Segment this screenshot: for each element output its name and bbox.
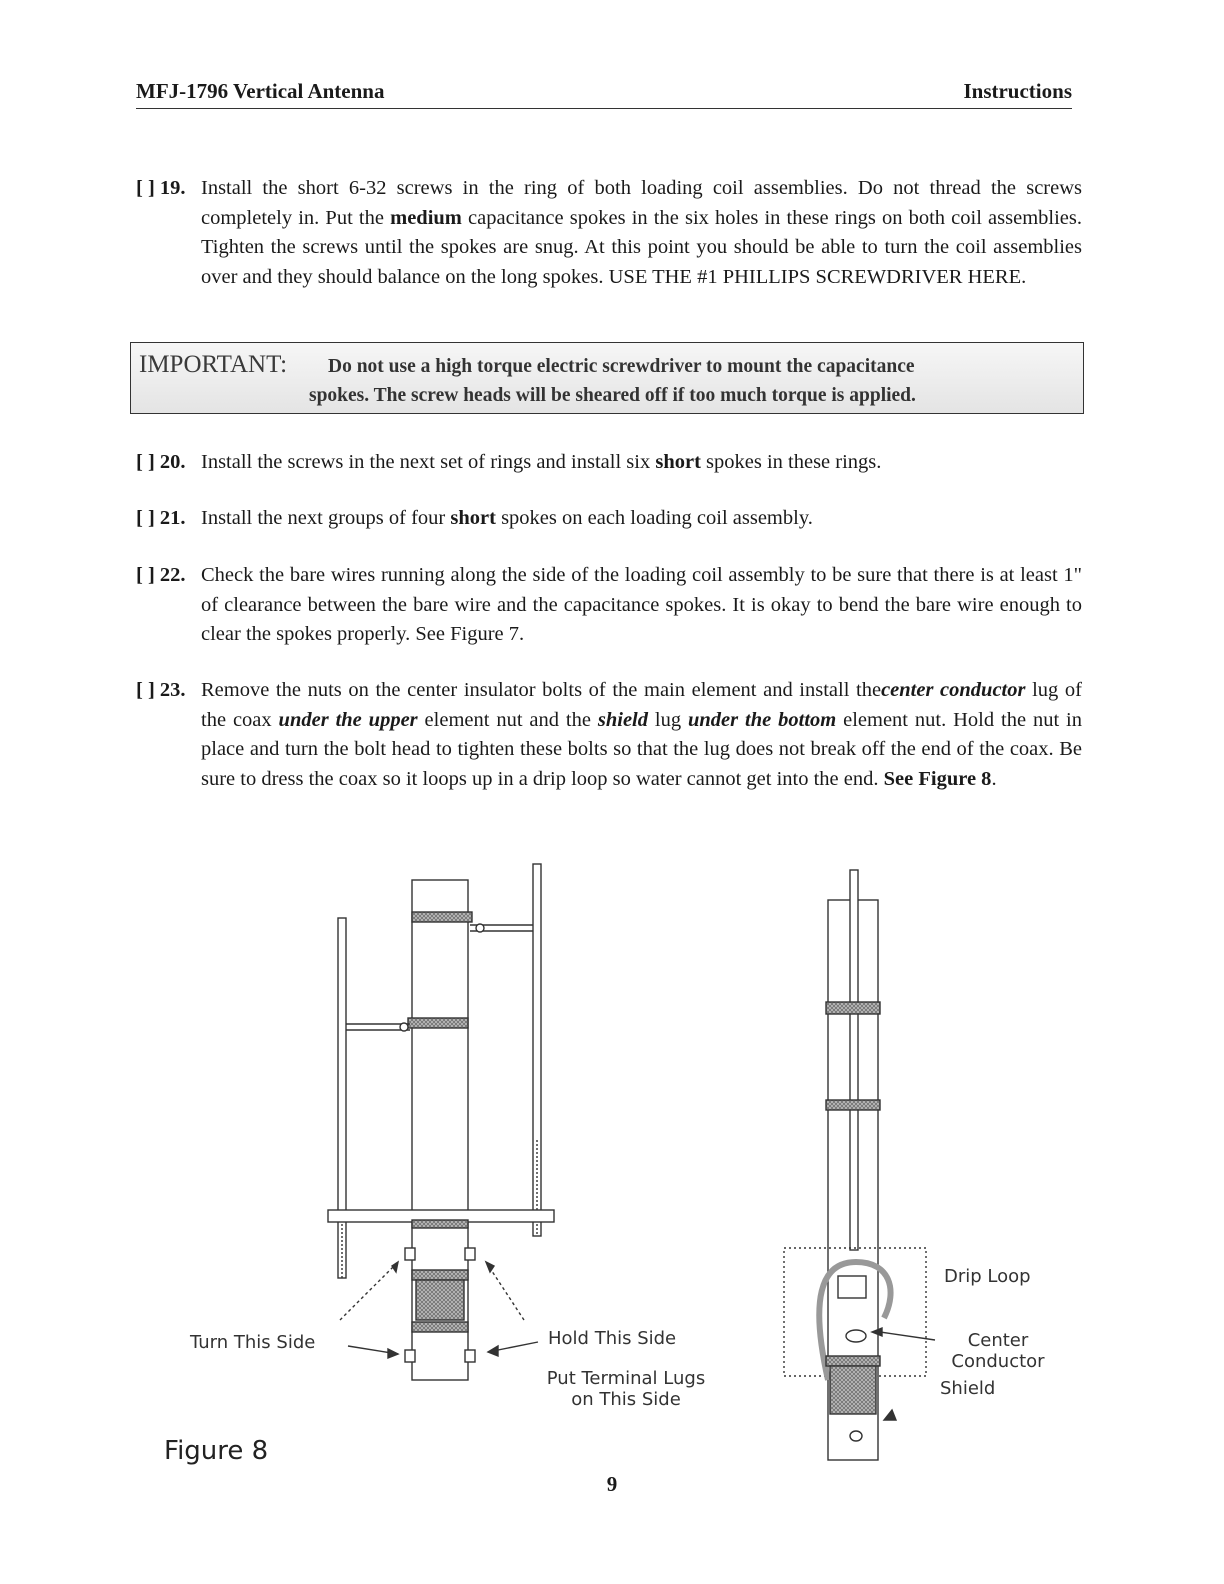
step-number: 20. — [159, 451, 186, 473]
center-conductor-label: Center Conductor — [951, 1330, 1045, 1372]
step-text: Install the screws in the next set of rings and install six short spokes in these rings. — [201, 451, 882, 473]
drip-loop-label: Drip Loop — [944, 1266, 1031, 1287]
step-number: 22. — [159, 564, 186, 586]
document-title: MFJ-1796 Vertical Antenna — [136, 79, 385, 103]
loading-coil — [416, 1280, 464, 1320]
upper-clamp — [412, 912, 472, 922]
checkbox[interactable]: [ ] — [136, 679, 155, 701]
checkbox[interactable]: [ ] — [136, 507, 155, 529]
middle-clamp — [408, 1018, 468, 1028]
step-number: 23. — [159, 679, 186, 701]
checkbox[interactable]: [ ] — [136, 564, 155, 586]
important-line-2: spokes. The screw heads will be sheared off if too much torque is applied. — [309, 385, 916, 406]
step-number: 21. — [159, 507, 186, 529]
step-text: Remove the nuts on the center insulator bolts of the main element and install thecenter conductor lug of the coax under the upper element nut and the shield lug under the bottom element nut. Hold the nut in place and turn the bolt head to tighten these bolts so that the lug does not break off the end of the coax. Be sure to dress the coax so it loops up in a drip loop so water cannot get into the end. See Figure 8. — [201, 679, 1082, 790]
turn-this-side-label: Turn This Side — [190, 1332, 316, 1353]
figure-caption: Figure 8 — [164, 1436, 269, 1466]
step-text: Install the short 6-32 screws in the ring of both loading coil assemblies. Do not thread the screws completely in. Put the medium capacitance spokes in the six holes in these rings on both coil assemblies. Tighten the screws until the spokes are snug. At this point you should be able to turn the coil assemblies over and they should balance on the long spokes. USE THE #1 PHILLIPS SCREWDRIVER HERE. — [201, 177, 1082, 288]
step-number: 19. — [159, 177, 186, 199]
important-label: IMPORTANT: — [139, 351, 288, 378]
shield-label: Shield — [940, 1378, 996, 1399]
side-view-rod — [850, 870, 858, 1250]
hold-this-side-label: Hold This Side — [548, 1328, 677, 1349]
side-coil — [830, 1366, 876, 1414]
put-lugs-label: Put Terminal Lugs on This Side — [546, 1368, 706, 1410]
page-number: 9 — [606, 1472, 618, 1496]
section-label: Instructions — [963, 79, 1072, 103]
step-text: Check the bare wires running along the side of the loading coil assembly to be sure that there is at least 1" of clearance between the bare wire and the capacitance spokes. It is okay to bend the bare wire enough to clear the spokes properly. See Figure 7. — [201, 564, 1082, 645]
checkbox[interactable]: [ ] — [136, 451, 155, 473]
checkbox[interactable]: [ ] — [136, 177, 155, 199]
step-text: Install the next groups of four short spokes on each loading coil assembly. — [201, 507, 813, 529]
important-line-1: Do not use a high torque electric screwdriver to mount the capacitance — [328, 356, 915, 377]
